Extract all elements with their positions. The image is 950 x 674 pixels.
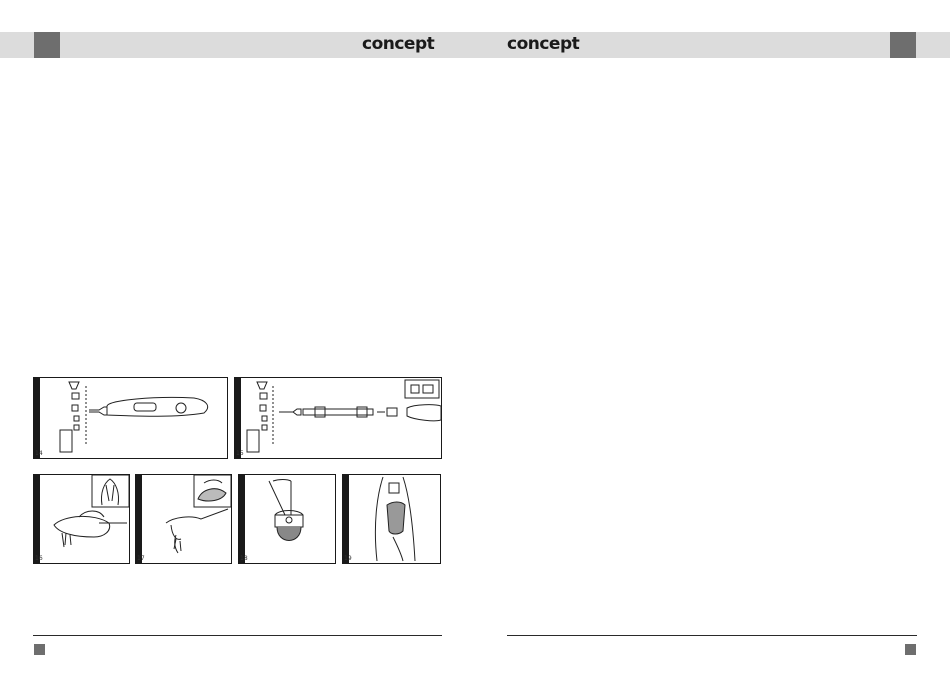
page-marker-bottom-left	[34, 644, 45, 655]
page-marker-bottom-right	[905, 644, 916, 655]
figure-19-illustration	[343, 475, 440, 563]
brand-logo-left: concept	[362, 34, 435, 54]
figure-17-number: 17	[137, 555, 145, 562]
figure-18-illustration	[239, 475, 335, 563]
figure-16	[33, 474, 130, 564]
brand-logo-right: concept	[507, 34, 580, 54]
footer-rule-right	[507, 635, 917, 636]
figure-16-number: 16	[35, 555, 43, 562]
figure-19-number: 19	[344, 555, 352, 562]
figure-17	[135, 474, 232, 564]
figure-14	[33, 377, 228, 459]
figure-14-illustration	[34, 378, 227, 458]
figure-14-number: 14	[35, 450, 43, 457]
page-marker-top-right	[890, 32, 916, 58]
figure-18-number: 18	[240, 555, 248, 562]
figure-15-illustration	[235, 378, 441, 458]
footer-rule-left	[33, 635, 442, 636]
figure-15-number: 15	[236, 450, 244, 457]
figure-18	[238, 474, 336, 564]
figure-16-illustration	[34, 475, 129, 563]
figure-17-illustration	[136, 475, 231, 563]
figure-19	[342, 474, 441, 564]
figure-15	[234, 377, 442, 459]
page-marker-top-left	[34, 32, 60, 58]
